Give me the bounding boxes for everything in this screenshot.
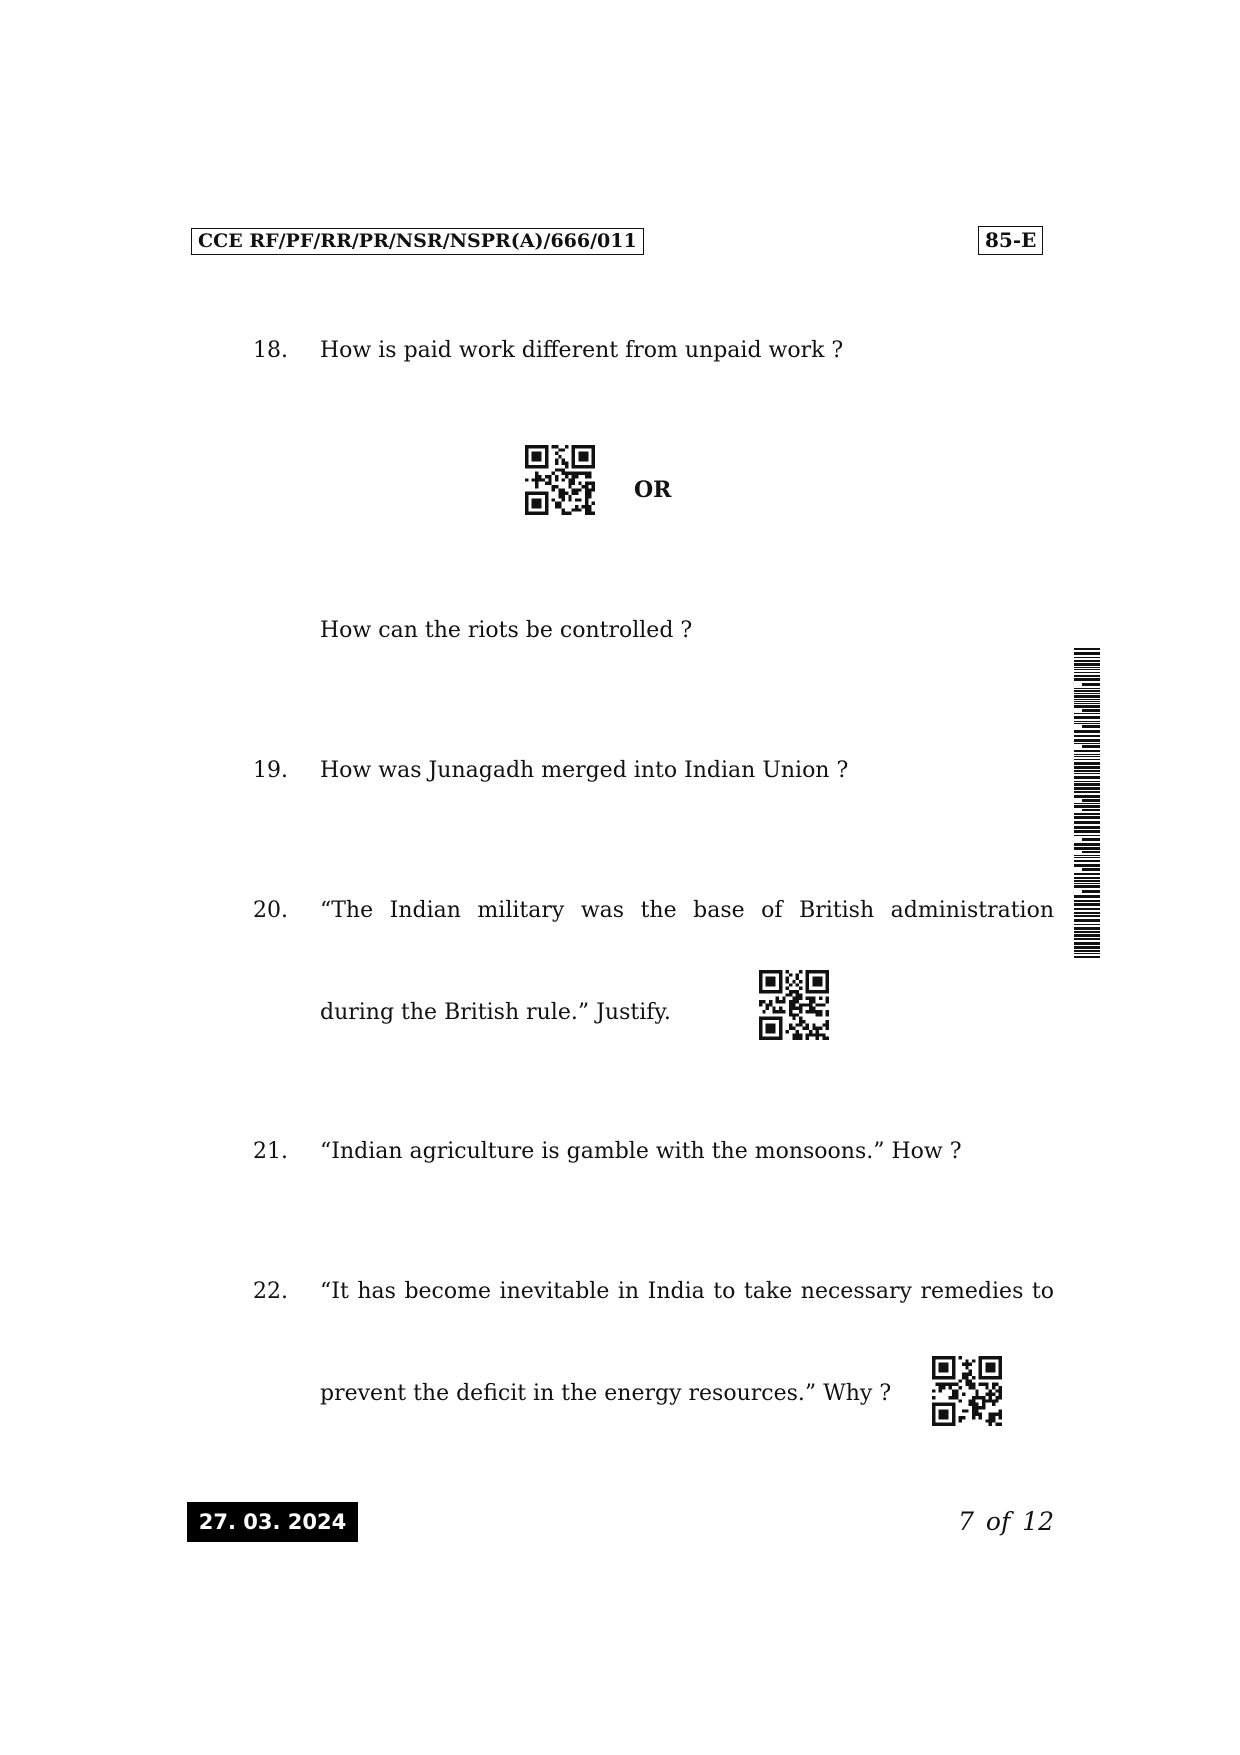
qr-code-icon: [759, 970, 829, 1040]
qr-code-icon: [932, 1356, 1002, 1426]
question-text: How was Junagadh merged into Indian Union ?: [320, 758, 849, 783]
question-number: 22.: [253, 1279, 288, 1304]
question-number: 19.: [253, 758, 288, 783]
barcode-icon: [1074, 648, 1100, 958]
page-number: 7 of 12: [958, 1507, 1054, 1536]
or-label: OR: [634, 477, 672, 503]
question-text-line: prevent the deficit in the energy resources.” Why ?: [320, 1381, 892, 1406]
exam-code-label: CCE RF/PF/RR/PR/NSR/NSPR(A)/666/011: [191, 228, 644, 255]
question-number: 20.: [253, 898, 288, 923]
qr-code-icon: [525, 445, 595, 515]
question-text: How is paid work different from unpaid work ?: [320, 338, 844, 363]
exam-date: 27. 03. 2024: [187, 1502, 358, 1542]
question-number: 18.: [253, 338, 288, 363]
question-text-line: during the British rule.” Justify.: [320, 1000, 671, 1025]
question-number: 21.: [253, 1139, 288, 1164]
paper-code-label: 85-E: [978, 226, 1043, 255]
question-text: “Indian agriculture is gamble with the monsoons.” How ?: [320, 1139, 962, 1164]
question-alternative-text: How can the riots be controlled ?: [320, 618, 693, 643]
question-text-line: “It has become inevitable in India to take necessary remedies to: [320, 1279, 1054, 1304]
question-text-line: “The Indian military was the base of British administration: [320, 898, 1054, 923]
